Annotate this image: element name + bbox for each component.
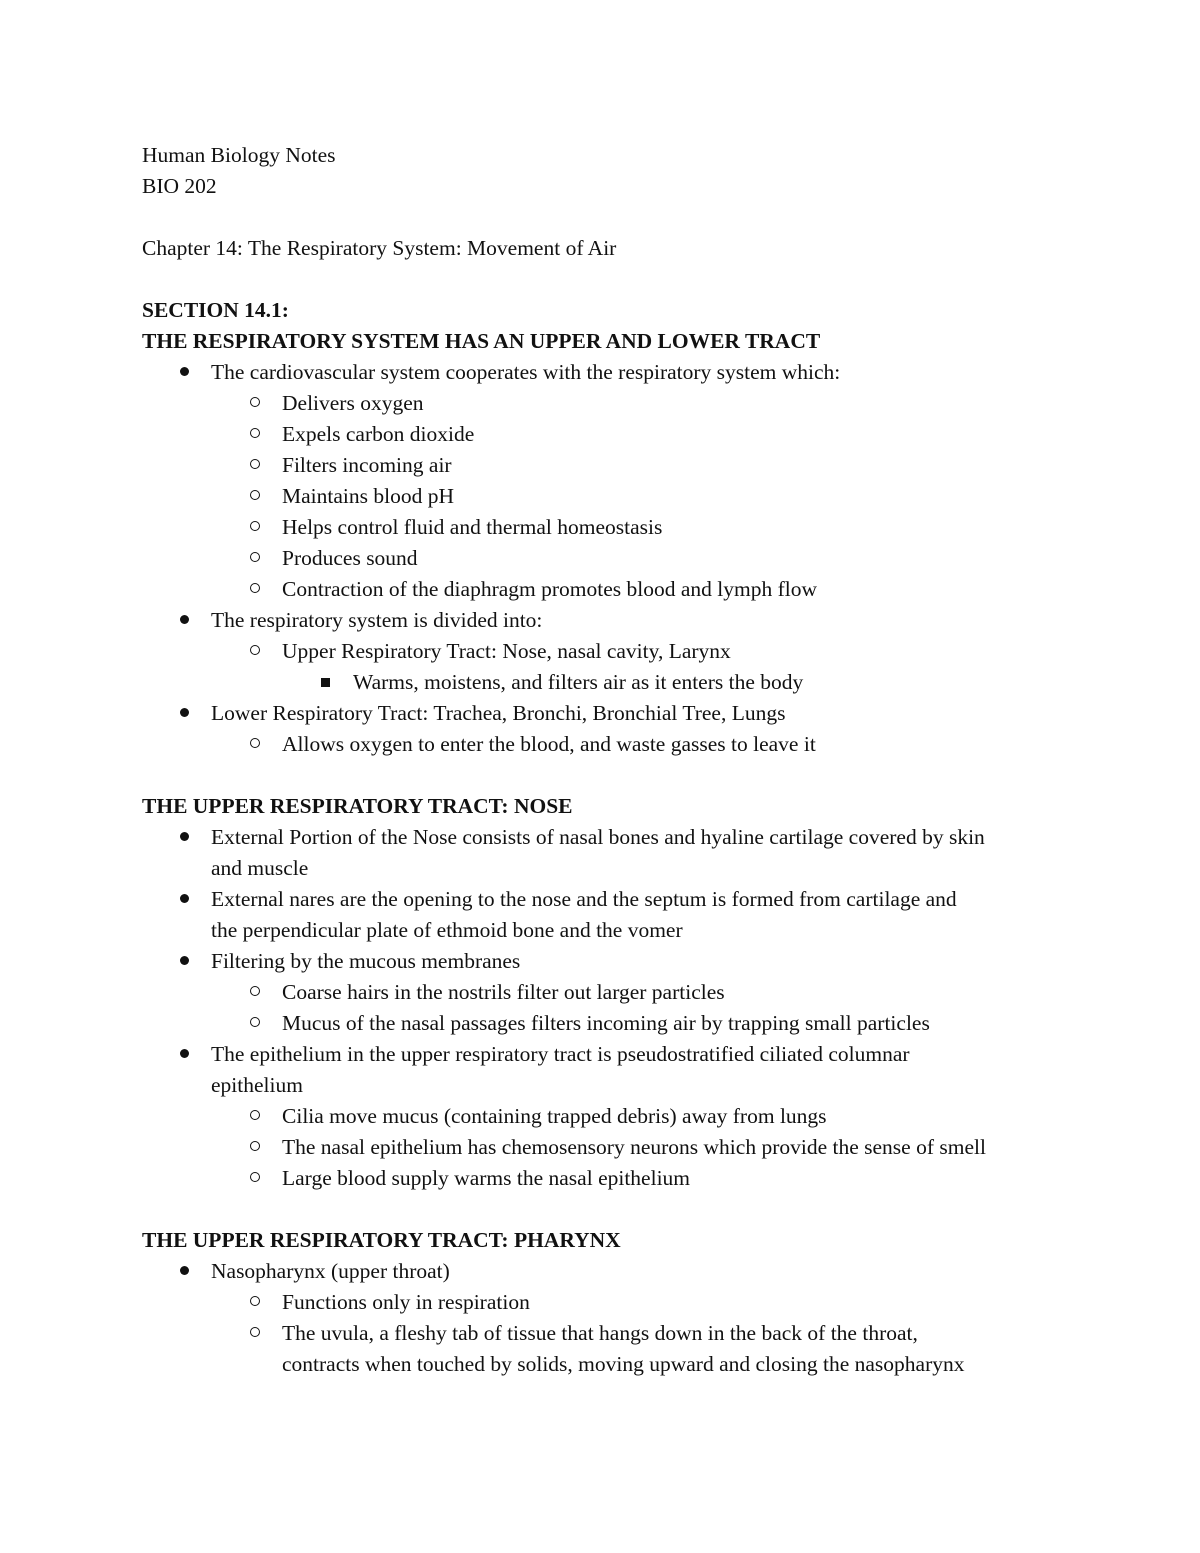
document-title: Human Biology Notes bbox=[142, 143, 336, 167]
bullet-circle-icon bbox=[246, 1008, 264, 1039]
list-item-text: The epithelium in the upper respiratory tract is pseudostratified ciliated columnar bbox=[211, 1042, 910, 1066]
list-item-text: The cardiovascular system cooperates with the respiratory system which: bbox=[211, 360, 841, 384]
list-item-text: Delivers oxygen bbox=[282, 391, 424, 415]
list-item bbox=[142, 698, 1072, 729]
bullet-dot-icon bbox=[175, 1256, 193, 1287]
list-item-text: Cilia move mucus (containing trapped debris) away from lungs bbox=[282, 1104, 827, 1128]
bullet-circle-icon bbox=[246, 388, 264, 419]
list-item-text: Contraction of the diaphragm promotes blood and lymph flow bbox=[282, 577, 818, 601]
list-item-text: Maintains blood pH bbox=[282, 484, 454, 508]
bullet-circle-icon bbox=[246, 1163, 264, 1194]
list-item-text: The respiratory system is divided into: bbox=[211, 608, 543, 632]
bullet-dot-icon bbox=[175, 946, 193, 977]
list-item bbox=[142, 1008, 1072, 1039]
bullet-dot-icon bbox=[175, 357, 193, 388]
list-item-text: Warms, moistens, and filters air as it enters the body bbox=[353, 670, 804, 694]
list-item bbox=[142, 636, 1072, 667]
list-item-text: Filters incoming air bbox=[282, 453, 452, 477]
list-item-text: Expels carbon dioxide bbox=[282, 422, 475, 446]
pharynx-list bbox=[142, 1256, 1072, 1380]
section-heading: THE RESPIRATORY SYSTEM HAS AN UPPER AND LOWER TRACT bbox=[142, 329, 821, 353]
spacer bbox=[142, 202, 1072, 233]
bullet-dot-icon bbox=[175, 605, 193, 636]
list-item bbox=[142, 977, 1072, 1008]
bullet-circle-icon bbox=[246, 1318, 264, 1349]
bullet-dot-icon bbox=[175, 1039, 193, 1070]
list-item-text: Large blood supply warms the nasal epithelium bbox=[282, 1166, 691, 1190]
list-item bbox=[142, 574, 1072, 605]
section-heading: THE UPPER RESPIRATORY TRACT: PHARYNX bbox=[142, 1228, 621, 1252]
spacer bbox=[142, 1194, 1072, 1225]
list-item-text: Allows oxygen to enter the blood, and waste gasses to leave it bbox=[282, 732, 816, 756]
list-item-text: Helps control fluid and thermal homeostasis bbox=[282, 515, 663, 539]
bullet-circle-icon bbox=[246, 729, 264, 760]
list-item bbox=[142, 1163, 1072, 1194]
list-item-text: contracts when touched by solids, moving upward and closing the nasopharynx bbox=[282, 1352, 965, 1376]
list-item bbox=[142, 1256, 1072, 1287]
list-item-text: External Portion of the Nose consists of nasal bones and hyaline cartilage covered by skin bbox=[211, 825, 985, 849]
list-item bbox=[142, 605, 1072, 636]
list-item bbox=[142, 512, 1072, 543]
bullet-circle-icon bbox=[246, 419, 264, 450]
list-item-text: Lower Respiratory Tract: Trachea, Bronchi, Bronchial Tree, Lungs bbox=[211, 701, 786, 725]
list-item-text: The uvula, a fleshy tab of tissue that hangs down in the back of the throat, bbox=[282, 1321, 918, 1345]
bullet-circle-icon bbox=[246, 481, 264, 512]
bullet-square-icon bbox=[316, 667, 334, 698]
bullet-dot-icon bbox=[175, 698, 193, 729]
list-item-text: and muscle bbox=[211, 856, 309, 880]
list-item bbox=[142, 822, 1072, 884]
bullet-circle-icon bbox=[246, 574, 264, 605]
section-label: SECTION 14.1: bbox=[142, 298, 289, 322]
list-item bbox=[142, 388, 1072, 419]
list-item bbox=[142, 543, 1072, 574]
bullet-dot-icon bbox=[175, 884, 193, 915]
list-item bbox=[142, 946, 1072, 977]
list-item-text: Nasopharynx (upper throat) bbox=[211, 1259, 450, 1283]
bullet-circle-icon bbox=[246, 636, 264, 667]
bullet-circle-icon bbox=[246, 543, 264, 574]
bullet-circle-icon bbox=[246, 512, 264, 543]
list-item-text: Mucus of the nasal passages filters incoming air by trapping small particles bbox=[282, 1011, 930, 1035]
section-1-list bbox=[142, 357, 1072, 760]
list-item-text: External nares are the opening to the nose and the septum is formed from cartilage and bbox=[211, 887, 957, 911]
list-item-text: The nasal epithelium has chemosensory neurons which provide the sense of smell bbox=[282, 1135, 986, 1159]
list-item-text: Functions only in respiration bbox=[282, 1290, 530, 1314]
bullet-circle-icon bbox=[246, 1287, 264, 1318]
course-code: BIO 202 bbox=[142, 174, 217, 198]
document-body bbox=[142, 140, 1072, 1380]
bullet-circle-icon bbox=[246, 450, 264, 481]
chapter-title: Chapter 14: The Respiratory System: Movement of Air bbox=[142, 236, 617, 260]
list-item bbox=[142, 1318, 1072, 1380]
list-item-text: Upper Respiratory Tract: Nose, nasal cavity, Larynx bbox=[282, 639, 731, 663]
bullet-dot-icon bbox=[175, 822, 193, 853]
list-item bbox=[142, 357, 1072, 388]
list-item bbox=[142, 450, 1072, 481]
list-item bbox=[142, 1101, 1072, 1132]
list-item bbox=[142, 1132, 1072, 1163]
list-item bbox=[142, 419, 1072, 450]
list-item bbox=[142, 729, 1072, 760]
nose-list bbox=[142, 822, 1072, 1194]
list-item bbox=[142, 884, 1072, 946]
list-item-text: Coarse hairs in the nostrils filter out larger particles bbox=[282, 980, 725, 1004]
list-item-text: the perpendicular plate of ethmoid bone and the vomer bbox=[211, 918, 683, 942]
list-item-text: epithelium bbox=[211, 1073, 303, 1097]
section-heading: THE UPPER RESPIRATORY TRACT: NOSE bbox=[142, 794, 573, 818]
list-item bbox=[142, 1039, 1072, 1101]
list-item bbox=[142, 667, 1072, 698]
bullet-circle-icon bbox=[246, 1101, 264, 1132]
list-item-text: Produces sound bbox=[282, 546, 418, 570]
bullet-circle-icon bbox=[246, 977, 264, 1008]
list-item-text: Filtering by the mucous membranes bbox=[211, 949, 521, 973]
bullet-circle-icon bbox=[246, 1132, 264, 1163]
list-item bbox=[142, 481, 1072, 512]
spacer bbox=[142, 760, 1072, 791]
list-item bbox=[142, 1287, 1072, 1318]
spacer bbox=[142, 264, 1072, 295]
